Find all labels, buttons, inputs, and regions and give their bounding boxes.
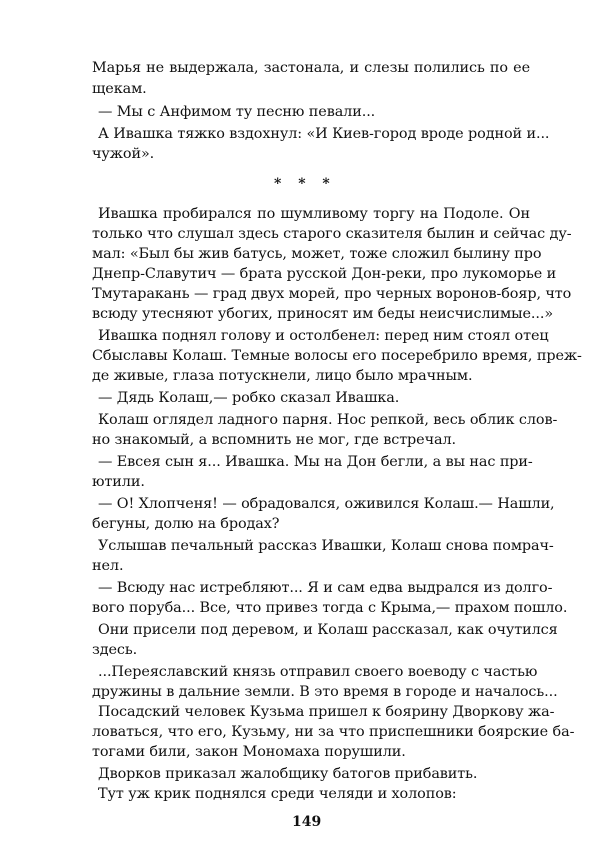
text-line: но знакомый, а вспомнить не мог, где встречал. [92,432,456,448]
text-line: ютили. [92,474,145,490]
page-number: 149 [292,814,322,830]
text-line: здесь. [92,642,138,658]
text-line: Марья не выдержала, застонала, и слезы полились по ее [92,60,530,76]
text-line: А Ивашка тяжко вздохнул: «И Киев-город вроде родной и... [98,126,550,142]
text-line: Сбыславы Колаш. Темные волосы его посеребрило время, преж- [92,348,582,364]
text-line: Тут уж крик поднялся среди челяди и холопов: [98,786,457,802]
text-line: только что слушал здесь старого сказителя былин и сейчас ду- [92,226,572,242]
text-line: — О! Хлопченя! — обрадовался, оживился Колаш.— Нашли, [98,496,555,512]
text-line: вого поруба... Все, что привез тогда с Крыма,— прахом пошло. [92,600,568,616]
text-line: всюду утесняют убогих, приносят им беды неисчислимые...» [92,306,554,322]
text-line: де живые, глаза потускнели, лицо было мрачным. [92,368,473,384]
section-separator: * * * [274,176,336,192]
text-line: — Всюду нас истребляют... Я и сам едва выдрался из долго- [98,580,553,596]
text-line: Ивашка пробирался по шумливому торгу на Подоле. Он [98,206,530,222]
text-line: бегуны, долю на бродах? [92,516,280,532]
text-line: Они присели под деревом, и Колаш рассказал, как очутился [98,622,558,638]
text-line: Тмутаракань — град двух морей, про черных воронов-бояр, что [92,286,572,302]
text-line: щекам. [92,81,147,97]
text-line: ловаться, что его, Кузьму, ни за что приспешники боярские ба- [92,724,575,740]
text-line: — Дядь Колаш,— робко сказал Ивашка. [98,390,400,406]
text-line: тогами били, закон Мономаха порушили. [92,744,406,760]
text-line: Дворков приказал жалобщику батогов прибавить. [98,766,478,782]
text-line: Услышав печальный рассказ Ивашки, Колаш снова помрач- [98,538,554,554]
text-line: Посадский человек Кузьма пришел к боярину Дворкову жа- [98,704,555,720]
text-line: Днепр-Славутич — брата русской Дон-реки, про лукоморье и [92,266,557,282]
text-line: Ивашка поднял голову и остолбенел: перед ним стоял отец [98,328,549,344]
text-line: Колаш оглядел ладного парня. Нос репкой, весь облик слов- [98,412,558,428]
text-line: нел. [92,558,124,574]
text-line: — Евсея сын я... Ивашка. Мы на Дон бегли, а вы нас при- [98,454,533,470]
text-line: мал: «Был бы жив батусь, может, тоже сложил былину про [92,246,542,262]
text-line: ...Переяславский князь отправил своего воеводу с частью [98,664,538,680]
text-line: чужой». [92,146,155,162]
text-line: дружины в дальние земли. В это время в городе и началось... [92,684,558,700]
text-line: — Мы с Анфимом ту песню певали... [98,104,376,120]
